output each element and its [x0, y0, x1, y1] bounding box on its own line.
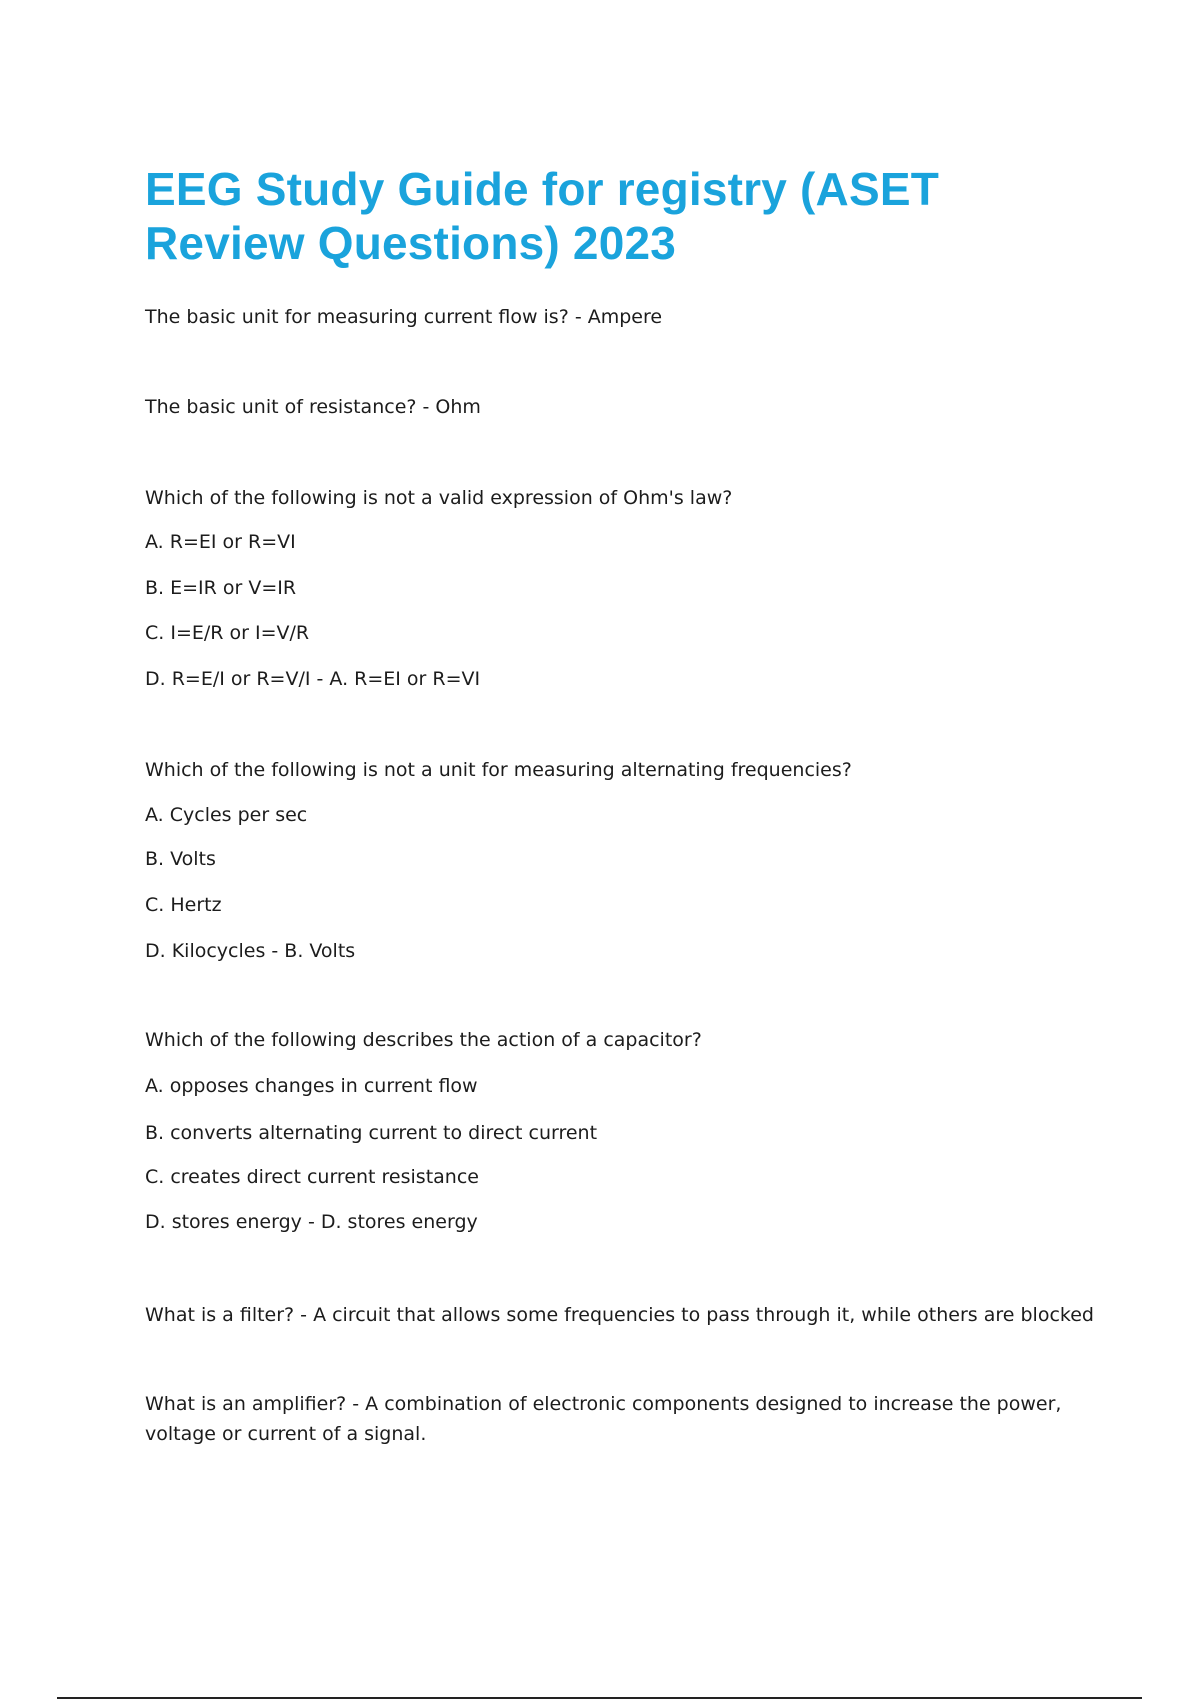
option-ohms-law-b: B. E=IR or V=IR: [145, 577, 297, 599]
option-ohms-law-c: C. I=E/R or I=V/R: [145, 622, 310, 644]
question-frequency-units: Which of the following is not a unit for measuring alternating frequencies?: [145, 759, 852, 781]
option-frequency-b: B. Volts: [145, 848, 216, 870]
option-capacitor-b: B. converts alternating current to direct current: [145, 1122, 598, 1144]
option-capacitor-d-answer: D. stores energy - D. stores energy: [145, 1211, 478, 1233]
qa-amplifier: What is an amplifier? - A combination of electronic components designed to increase the power, voltage or current of a signal.: [145, 1393, 1062, 1445]
option-frequency-a: A. Cycles per sec: [145, 804, 308, 826]
option-frequency-d-answer: D. Kilocycles - B. Volts: [145, 940, 356, 962]
qa-ampere: The basic unit for measuring current flow is? - Ampere: [145, 306, 663, 328]
option-ohms-law-d-answer: D. R=E/I or R=V/I - A. R=EI or R=VI: [145, 668, 481, 690]
option-frequency-c: C. Hertz: [145, 894, 222, 916]
qa-ohm: The basic unit of resistance? - Ohm: [145, 396, 481, 418]
footer-rule: [57, 1697, 1142, 1699]
option-capacitor-c: C. creates direct current resistance: [145, 1166, 479, 1188]
question-capacitor: Which of the following describes the action of a capacitor?: [145, 1029, 702, 1051]
option-ohms-law-a: A. R=EI or R=VI: [145, 531, 296, 553]
option-capacitor-a: A. opposes changes in current flow: [145, 1075, 478, 1097]
document-title: EEG Study Guide for registry (ASET Review Questions) 2023: [145, 163, 940, 269]
qa-filter: What is a filter? - A circuit that allows some frequencies to pass through it, while others are blocked: [145, 1304, 1094, 1326]
question-ohms-law: Which of the following is not a valid expression of Ohm's law?: [145, 487, 733, 509]
